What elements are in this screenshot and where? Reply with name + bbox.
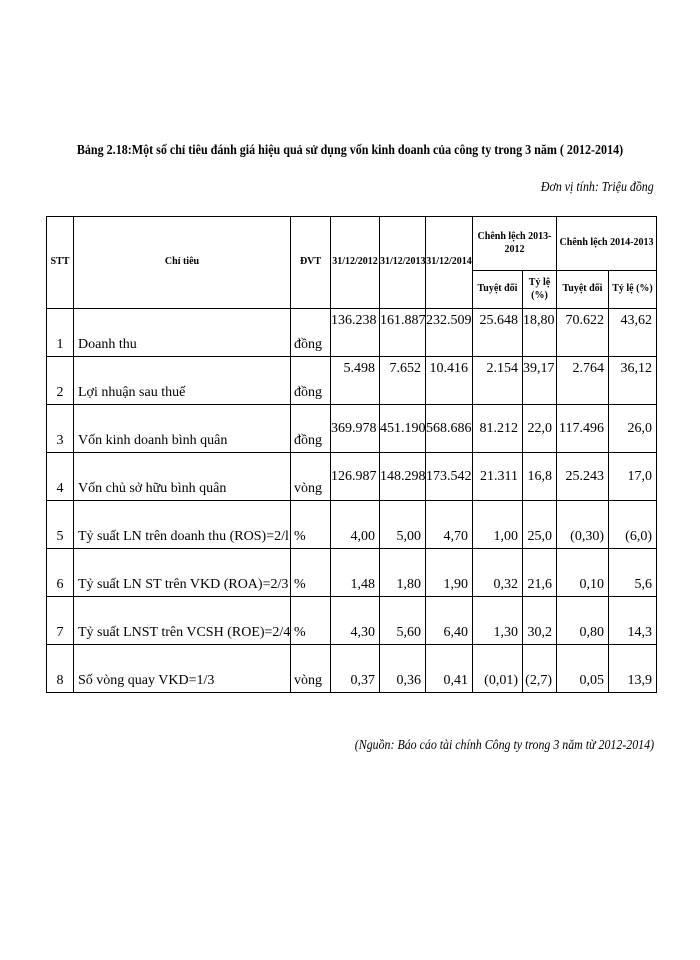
cell-percent-1: 30,2 (523, 597, 557, 645)
table-row (47, 501, 657, 549)
cell-2014: 1,90 (426, 549, 473, 597)
cell-stt: 6 (47, 549, 74, 597)
cell-indicator: Tỷ suất LN trên doanh thu (ROS)=2/l (74, 501, 291, 549)
header-stt: STT (47, 217, 74, 309)
cell-percent-2: 43,62 (609, 309, 657, 357)
cell-percent-2: 36,12 (609, 357, 657, 405)
cell-stt: 4 (47, 453, 74, 501)
cell-percent-2: 5,6 (609, 549, 657, 597)
cell-stt: 5 (47, 501, 74, 549)
cell-2014: 232.509 (426, 309, 473, 357)
header-percent-1: Tỷ lệ (%) (523, 271, 557, 309)
table-row (47, 357, 657, 405)
cell-unit: vòng (291, 645, 331, 693)
source-note: (Nguồn: Báo cáo tài chính Công ty trong 3 năm từ 2012-2014) (354, 738, 654, 753)
cell-absolute-2: (0,30) (557, 501, 609, 549)
cell-percent-1: (2,7) (523, 645, 557, 693)
header-absolute-1: Tuyệt đối (473, 271, 523, 309)
cell-percent-1: 21,6 (523, 549, 557, 597)
cell-2013: 7.652 (380, 357, 426, 405)
cell-unit: % (291, 501, 331, 549)
unit-note: Đơn vị tính: Triệu đồng (541, 180, 654, 195)
header-diff-2014-2013: Chênh lệch 2014-2013 (557, 217, 657, 271)
cell-indicator: Tỷ suất LN ST trên VKD (ROA)=2/3 (74, 549, 291, 597)
cell-2014: 0,41 (426, 645, 473, 693)
table-row (47, 453, 657, 501)
cell-absolute-1: (0,01) (473, 645, 523, 693)
cell-absolute-2: 2.764 (557, 357, 609, 405)
cell-percent-1: 16,8 (523, 453, 557, 501)
cell-indicator: Lợi nhuận sau thuế (74, 357, 291, 405)
cell-stt: 1 (47, 309, 74, 357)
cell-2013: 5,00 (380, 501, 426, 549)
cell-absolute-2: 0,10 (557, 549, 609, 597)
header-diff-2013-2012: Chênh lệch 2013-2012 (473, 217, 557, 271)
cell-2012: 0,37 (331, 645, 380, 693)
cell-2012: 1,48 (331, 549, 380, 597)
cell-absolute-2: 0,05 (557, 645, 609, 693)
header-2013: 31/12/2013 (380, 217, 426, 309)
cell-2012: 136.238 (331, 309, 380, 357)
table-row (47, 405, 657, 453)
header-unit: ĐVT (291, 217, 331, 309)
cell-2013: 161.887 (380, 309, 426, 357)
cell-absolute-1: 81.212 (473, 405, 523, 453)
cell-2014: 568.686 (426, 405, 473, 453)
cell-unit: đồng (291, 309, 331, 357)
header-absolute-2: Tuyệt đối (557, 271, 609, 309)
cell-2012: 4,30 (331, 597, 380, 645)
cell-percent-1: 22,0 (523, 405, 557, 453)
cell-2014: 4,70 (426, 501, 473, 549)
cell-absolute-1: 21.311 (473, 453, 523, 501)
cell-2013: 1,80 (380, 549, 426, 597)
cell-indicator: Tỷ suất LNST trên VCSH (ROE)=2/4 (74, 597, 291, 645)
cell-2013: 451.190 (380, 405, 426, 453)
table-row (47, 597, 657, 645)
cell-absolute-1: 1,30 (473, 597, 523, 645)
table-title: Bảng 2.18:Một số chỉ tiêu đánh giá hiệu quả sử dụng vốn kinh doanh của công ty trong 3 năm ( 2012-2014) (76, 143, 624, 158)
cell-unit: đồng (291, 357, 331, 405)
cell-2012: 369.978 (331, 405, 380, 453)
cell-stt: 2 (47, 357, 74, 405)
cell-percent-2: 26,0 (609, 405, 657, 453)
cell-percent-1: 39,17 (523, 357, 557, 405)
table-row (47, 549, 657, 597)
cell-stt: 8 (47, 645, 74, 693)
cell-stt: 7 (47, 597, 74, 645)
cell-unit: đồng (291, 405, 331, 453)
header-2012: 31/12/2012 (331, 217, 380, 309)
cell-2012: 126.987 (331, 453, 380, 501)
cell-stt: 3 (47, 405, 74, 453)
cell-percent-2: (6,0) (609, 501, 657, 549)
cell-absolute-1: 2.154 (473, 357, 523, 405)
cell-2014: 6,40 (426, 597, 473, 645)
cell-indicator: Doanh thu (74, 309, 291, 357)
cell-absolute-2: 25.243 (557, 453, 609, 501)
financial-indicators-table (46, 216, 657, 693)
cell-percent-1: 25,0 (523, 501, 557, 549)
cell-2013: 148.298 (380, 453, 426, 501)
table-row (47, 645, 657, 693)
cell-percent-1: 18,80 (523, 309, 557, 357)
cell-unit: % (291, 549, 331, 597)
header-2014: 31/12/2014 (426, 217, 473, 309)
cell-absolute-1: 1,00 (473, 501, 523, 549)
cell-indicator: Vốn chủ sở hữu bình quân (74, 453, 291, 501)
cell-unit: % (291, 597, 331, 645)
cell-absolute-1: 25.648 (473, 309, 523, 357)
cell-percent-2: 13,9 (609, 645, 657, 693)
header-percent-2: Tỷ lệ (%) (609, 271, 657, 309)
cell-absolute-2: 70.622 (557, 309, 609, 357)
cell-2014: 173.542 (426, 453, 473, 501)
cell-2013: 0,36 (380, 645, 426, 693)
header-indicator: Chỉ tiêu (74, 217, 291, 309)
cell-2014: 10.416 (426, 357, 473, 405)
cell-indicator: Vốn kinh doanh bình quân (74, 405, 291, 453)
cell-absolute-2: 117.496 (557, 405, 609, 453)
cell-indicator: Số vòng quay VKD=1/3 (74, 645, 291, 693)
cell-2012: 5.498 (331, 357, 380, 405)
cell-absolute-2: 0,80 (557, 597, 609, 645)
cell-percent-2: 14,3 (609, 597, 657, 645)
cell-percent-2: 17,0 (609, 453, 657, 501)
cell-unit: vòng (291, 453, 331, 501)
cell-2013: 5,60 (380, 597, 426, 645)
cell-2012: 4,00 (331, 501, 380, 549)
cell-absolute-1: 0,32 (473, 549, 523, 597)
table-row (47, 309, 657, 357)
